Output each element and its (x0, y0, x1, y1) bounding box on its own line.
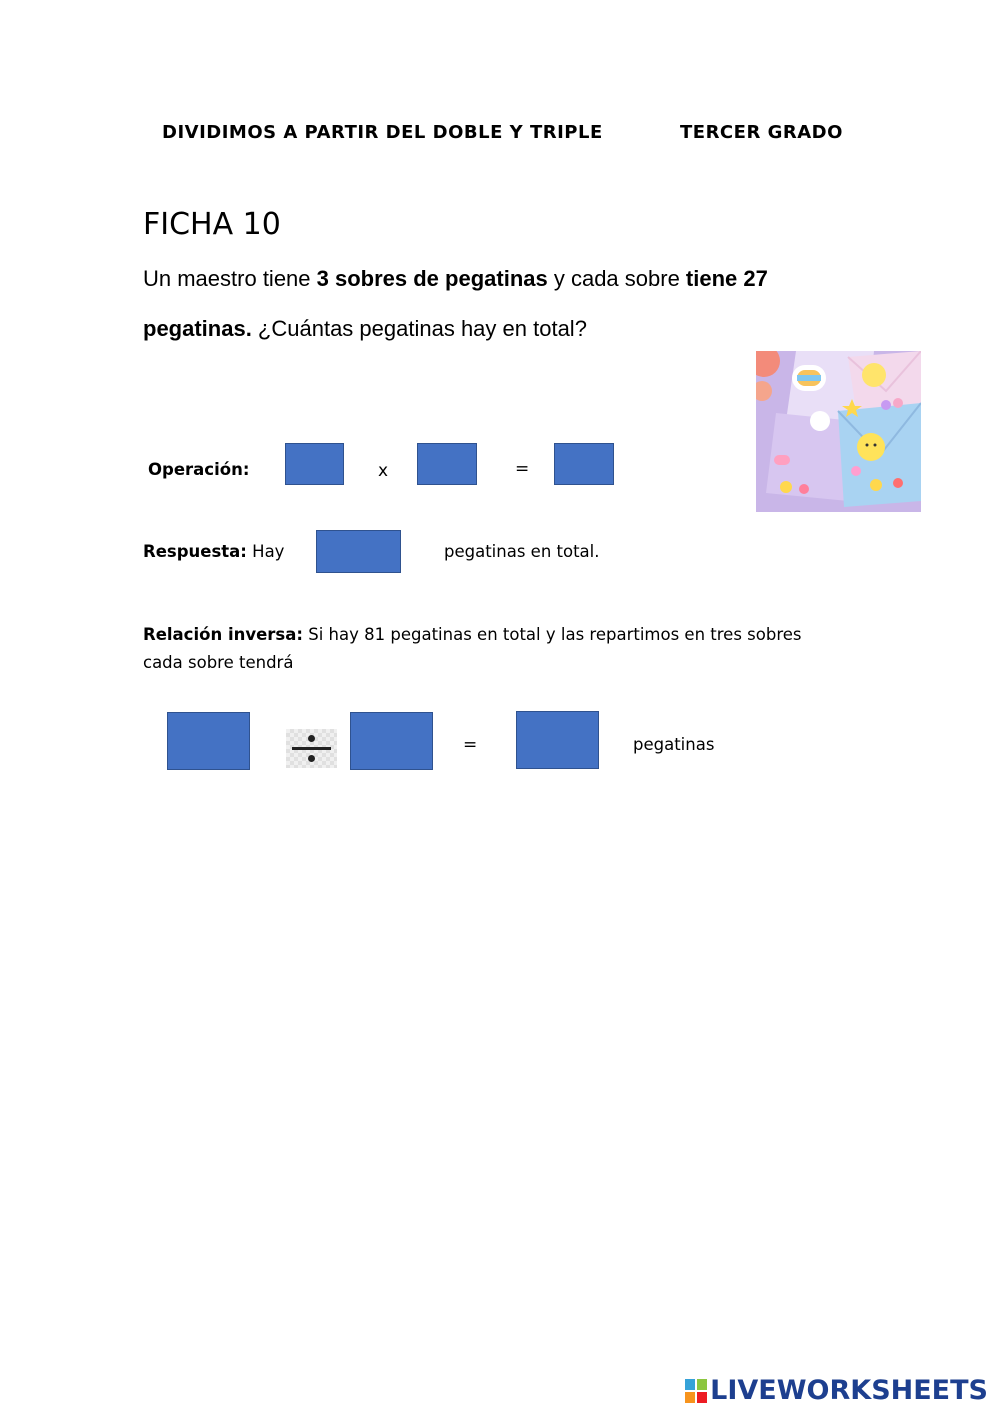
problem-text: y cada sobre (547, 266, 686, 291)
factor-1-input[interactable] (285, 443, 344, 485)
answer-suffix: pegatinas en total. (444, 542, 600, 561)
operation-label: Operación: (148, 460, 250, 479)
brand-text: LIVEWORKSHEETS (710, 1375, 988, 1406)
sheet-title: FICHA 10 (143, 207, 281, 242)
worksheet-title: DIVIDIMOS A PARTIR DEL DOBLE Y TRIPLE (162, 122, 603, 143)
division-equals-sign: = (463, 735, 478, 755)
equals-sign: = (515, 459, 530, 479)
product-input[interactable] (554, 443, 614, 485)
problem-bold: tiene 27 (685, 266, 768, 291)
problem-line-1 (143, 266, 768, 292)
dividend-input[interactable] (167, 712, 250, 770)
answer-input[interactable] (316, 530, 401, 573)
problem-question: ¿Cuántas pegatinas hay en total? (251, 316, 587, 341)
inverse-line-2: cada sobre tendrá (143, 653, 294, 672)
problem-line-2 (143, 316, 587, 342)
factor-2-input[interactable] (417, 443, 477, 485)
inverse-line-1: Relación inversa: Si hay 81 pegatinas en total y las repartimos en tres sobres (143, 625, 802, 644)
division-sign-icon (286, 729, 337, 768)
stickers-illustration (756, 351, 921, 512)
problem-bold: 3 sobres de pegatinas (316, 266, 548, 291)
quotient-unit: pegatinas (633, 735, 715, 754)
quotient-input[interactable] (516, 711, 599, 769)
liveworksheets-logo-icon (685, 1379, 707, 1403)
problem-bold: pegatinas. (143, 316, 252, 341)
divisor-input[interactable] (350, 712, 433, 770)
grade-label: TERCER GRADO (680, 122, 843, 143)
times-sign: x (378, 461, 389, 481)
stickers-envelopes-image (756, 351, 921, 512)
problem-text: Un maestro tiene (143, 266, 317, 291)
liveworksheets-logo[interactable] (685, 1375, 988, 1406)
answer-text: Respuesta: Hay (143, 542, 285, 561)
